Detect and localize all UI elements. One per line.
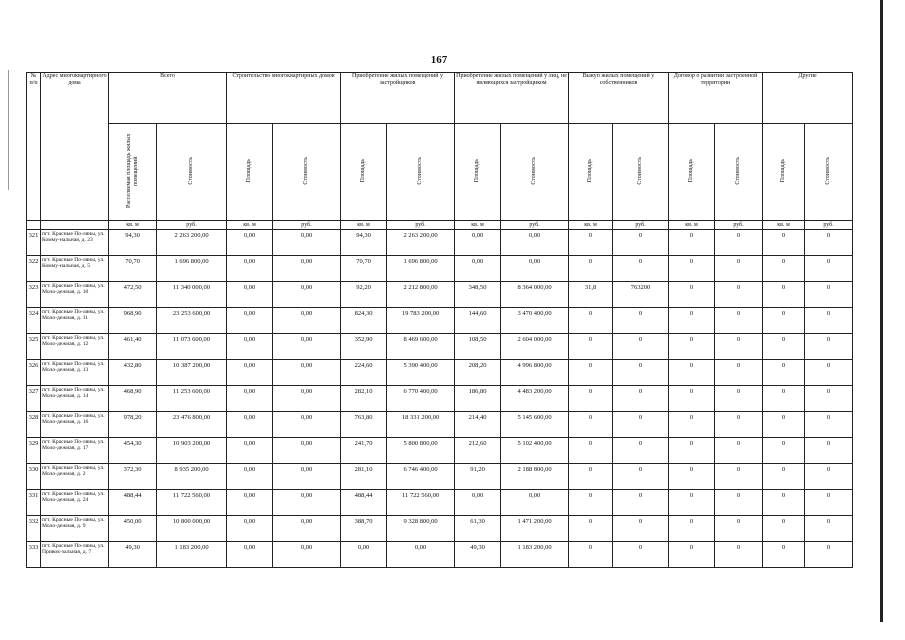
row-value: 8 469 600,00	[387, 334, 455, 360]
row-address: пгт. Красные По-ляны, ул. Моло-дежная, д. 9	[41, 516, 109, 542]
row-value: 978,20	[109, 412, 157, 438]
row-value: 0	[715, 308, 763, 334]
row-value: 0	[669, 360, 715, 386]
row-value: 968,90	[109, 308, 157, 334]
row-value: 0	[613, 360, 669, 386]
row-value: 23 253 600,00	[157, 308, 227, 334]
row-value: 0,00	[273, 464, 341, 490]
row-value: 11 722 560,00	[157, 490, 227, 516]
row-value: 6 770 400,00	[387, 386, 455, 412]
row-value: 0	[715, 386, 763, 412]
row-value: 0,00	[341, 542, 387, 568]
row-value: 0	[669, 412, 715, 438]
row-value: 2 263 200,00	[387, 230, 455, 256]
row-address: пгт. Красные По-ляны, ул. Привок-зальная, д. 7	[41, 542, 109, 568]
header-num: № п/п	[27, 73, 41, 221]
row-value: 0	[805, 464, 853, 490]
row-value: 0	[763, 360, 805, 386]
row-value: 0	[613, 412, 669, 438]
row-value: 0,00	[227, 438, 273, 464]
row-value: 49,30	[109, 542, 157, 568]
table-row	[27, 438, 853, 464]
housing-table	[26, 72, 853, 568]
row-value: 0,00	[273, 542, 341, 568]
row-value: 0,00	[501, 256, 569, 282]
table-row	[27, 360, 853, 386]
row-value: 0	[669, 308, 715, 334]
row-value: 0	[715, 256, 763, 282]
row-value: 4 483 200,00	[501, 386, 569, 412]
unit-9: руб.	[613, 221, 669, 230]
header-group-developers: Приобретение жилых помещений у застройщиков	[341, 73, 455, 124]
header-group-territory: Договор о развитии застроенной территории	[669, 73, 763, 124]
subheader-8	[569, 124, 613, 221]
row-value: 0	[805, 282, 853, 308]
unit-blank-addr	[41, 221, 109, 230]
unit-1: руб.	[157, 221, 227, 230]
row-value: 0,00	[227, 490, 273, 516]
row-value: 0	[715, 464, 763, 490]
unit-13: руб.	[805, 221, 853, 230]
row-value: 0	[805, 516, 853, 542]
row-value: 0	[569, 516, 613, 542]
subheader-5	[387, 124, 455, 221]
row-value: 0,00	[455, 230, 501, 256]
row-value: 0,00	[273, 308, 341, 334]
unit-6: кв. м	[455, 221, 501, 230]
subheader-1	[157, 124, 227, 221]
row-value: 0	[669, 490, 715, 516]
row-value: 0,00	[227, 360, 273, 386]
row-value: 0	[669, 256, 715, 282]
row-number: 321	[27, 230, 41, 256]
row-value: 0	[715, 360, 763, 386]
row-value: 5 390 400,00	[387, 360, 455, 386]
subheader-label: Стоимость	[417, 156, 424, 185]
row-value: 11 073 600,00	[157, 334, 227, 360]
row-value: 0	[613, 334, 669, 360]
row-value: 19 783 200,00	[387, 308, 455, 334]
row-value: 5 800 800,00	[387, 438, 455, 464]
row-value: 1 696 800,00	[387, 256, 455, 282]
row-value: 0	[569, 542, 613, 568]
row-number: 322	[27, 256, 41, 282]
unit-2: кв. м	[227, 221, 273, 230]
row-number: 327	[27, 386, 41, 412]
row-value: 0	[669, 438, 715, 464]
row-value: 0,00	[273, 386, 341, 412]
row-value: 0	[763, 230, 805, 256]
row-value: 454,30	[109, 438, 157, 464]
row-value: 0	[763, 412, 805, 438]
unit-4: кв. м	[341, 221, 387, 230]
subheader-0	[109, 124, 157, 221]
page-number: 167	[430, 54, 448, 66]
subheader-13	[805, 124, 853, 221]
row-value: 488,44	[341, 490, 387, 516]
scan-edge-bar	[880, 0, 883, 622]
row-address: пгт. Красные По-ляны, ул. Комму-нальная, д. 23	[41, 230, 109, 256]
row-value: 0	[763, 490, 805, 516]
row-value: 0	[569, 412, 613, 438]
row-value: 0,00	[455, 256, 501, 282]
header-group-other: Другие	[763, 73, 853, 124]
row-value: 0	[669, 386, 715, 412]
row-value: 0,00	[455, 490, 501, 516]
row-value: 0	[669, 516, 715, 542]
subheader-4	[341, 124, 387, 221]
row-value: 0,00	[227, 464, 273, 490]
row-value: 0,00	[227, 334, 273, 360]
row-value: 0,00	[273, 412, 341, 438]
header-group-non-developers: Приобретение жилых помещений у лиц, не являющихся застройщиком	[455, 73, 569, 124]
row-value: 2 263 200,00	[157, 230, 227, 256]
row-value: 0	[613, 256, 669, 282]
table-row	[27, 464, 853, 490]
unit-5: руб.	[387, 221, 455, 230]
row-value: 214,40	[455, 412, 501, 438]
subheader-6	[455, 124, 501, 221]
row-value: 0	[763, 542, 805, 568]
row-value: 0	[763, 464, 805, 490]
row-value: 1 183 200,00	[157, 542, 227, 568]
row-value: 0	[763, 256, 805, 282]
row-value: 2 188 800,00	[501, 464, 569, 490]
subheader-11	[715, 124, 763, 221]
header-group-buyout: Выкуп жилых помещений у собственников	[569, 73, 669, 124]
subheader-9	[613, 124, 669, 221]
row-value: 0,00	[227, 256, 273, 282]
row-value: 0	[669, 334, 715, 360]
row-value: 352,90	[341, 334, 387, 360]
row-value: 186,80	[455, 386, 501, 412]
unit-3: руб.	[273, 221, 341, 230]
row-number: 333	[27, 542, 41, 568]
row-address: пгт. Красные По-ляны, ул. Моло-дежная, д. 11	[41, 308, 109, 334]
table-row	[27, 386, 853, 412]
row-value: 94,30	[109, 230, 157, 256]
row-value: 0,00	[273, 230, 341, 256]
table-row	[27, 334, 853, 360]
row-value: 282,10	[341, 386, 387, 412]
row-value: 5 145 600,00	[501, 412, 569, 438]
row-value: 0	[569, 334, 613, 360]
row-value: 11 722 560,00	[387, 490, 455, 516]
row-value: 0	[805, 256, 853, 282]
unit-7: руб.	[501, 221, 569, 230]
row-value: 0	[613, 464, 669, 490]
row-value: 4 996 800,00	[501, 360, 569, 386]
row-number: 331	[27, 490, 41, 516]
subheader-label: Стоимость	[637, 156, 644, 185]
subheader-label: Площадь	[587, 159, 594, 183]
row-address: пгт. Красные По-ляны, ул. Моло-дежная, д. 10	[41, 282, 109, 308]
row-value: 824,30	[341, 308, 387, 334]
row-value: 9 328 800,00	[387, 516, 455, 542]
table-row	[27, 516, 853, 542]
row-value: 212,60	[455, 438, 501, 464]
row-value: 108,50	[455, 334, 501, 360]
row-value: 0,00	[273, 516, 341, 542]
row-number: 323	[27, 282, 41, 308]
row-value: 461,40	[109, 334, 157, 360]
row-value: 18 331 200,00	[387, 412, 455, 438]
row-value: 10 387 200,00	[157, 360, 227, 386]
row-value: 0	[805, 334, 853, 360]
row-value: 0	[805, 230, 853, 256]
row-value: 0	[805, 490, 853, 516]
row-value: 0,00	[273, 490, 341, 516]
row-value: 0	[613, 438, 669, 464]
unit-0: кв. м	[109, 221, 157, 230]
row-value: 0	[763, 308, 805, 334]
subheader-label: Площадь	[780, 159, 787, 183]
row-value: 10 800 000,00	[157, 516, 227, 542]
row-value: 92,20	[341, 282, 387, 308]
row-value: 1 471 200,00	[501, 516, 569, 542]
table-row	[27, 490, 853, 516]
row-value: 31,8	[569, 282, 613, 308]
row-value: 61,30	[455, 516, 501, 542]
row-value: 0	[805, 542, 853, 568]
row-value: 0	[569, 308, 613, 334]
margin-mark	[8, 70, 9, 190]
row-value: 94,30	[341, 230, 387, 256]
row-value: 0	[763, 386, 805, 412]
subheader-label: Расселяемая площадь жилых помещений	[125, 133, 139, 208]
row-address: пгт. Красные По-ляны, ул. Моло-дежная, д. 17	[41, 438, 109, 464]
row-value: 0	[569, 230, 613, 256]
row-value: 10 903 200,00	[157, 438, 227, 464]
row-value: 0	[715, 282, 763, 308]
row-value: 5 102 400,00	[501, 438, 569, 464]
row-value: 0,00	[273, 360, 341, 386]
row-value: 432,80	[109, 360, 157, 386]
row-value: 3 470 400,00	[501, 308, 569, 334]
row-value: 144,60	[455, 308, 501, 334]
row-value: 450,00	[109, 516, 157, 542]
table-row	[27, 412, 853, 438]
row-value: 0	[805, 360, 853, 386]
row-value: 0	[569, 490, 613, 516]
subheader-label: Стоимость	[188, 156, 195, 185]
subheader-label: Стоимость	[825, 156, 832, 185]
table-row	[27, 230, 853, 256]
row-address: пгт. Красные По-ляны, ул. Моло-дежная, д. 13	[41, 360, 109, 386]
row-value: 0	[805, 308, 853, 334]
row-value: 0	[763, 334, 805, 360]
row-value: 0	[569, 464, 613, 490]
row-value: 0	[805, 438, 853, 464]
row-value: 0	[613, 516, 669, 542]
row-value: 91,20	[455, 464, 501, 490]
row-value: 472,50	[109, 282, 157, 308]
row-value: 224,60	[341, 360, 387, 386]
row-value: 0,00	[227, 230, 273, 256]
row-value: 0,00	[273, 282, 341, 308]
row-value: 0	[569, 386, 613, 412]
row-value: 468,90	[109, 386, 157, 412]
subheader-7	[501, 124, 569, 221]
subheader-label: Площадь	[246, 159, 253, 183]
row-value: 49,30	[455, 542, 501, 568]
row-value: 388,70	[341, 516, 387, 542]
row-value: 0,00	[273, 256, 341, 282]
row-value: 0	[613, 386, 669, 412]
row-value: 70,70	[109, 256, 157, 282]
row-address: пгт. Красные По-ляны, ул. Моло-дежная, д. 14	[41, 386, 109, 412]
row-value: 0	[613, 490, 669, 516]
row-number: 326	[27, 360, 41, 386]
unit-12: кв. м	[763, 221, 805, 230]
row-value: 0	[805, 412, 853, 438]
row-value: 0	[669, 464, 715, 490]
row-address: пгт. Красные По-ляны, ул. Моло-дежная, д. 24	[41, 490, 109, 516]
subheader-label: Площадь	[474, 159, 481, 183]
table-row	[27, 542, 853, 568]
subheader-label: Стоимость	[735, 156, 742, 185]
row-value: 0,00	[227, 412, 273, 438]
unit-10: кв. м	[669, 221, 715, 230]
row-value: 0	[715, 542, 763, 568]
row-address: пгт. Красные По-ляны, ул. Комму-нальная, д. 5	[41, 256, 109, 282]
row-value: 0	[613, 542, 669, 568]
row-address: пгт. Красные По-ляны, ул. Моло-дежная, д. 12	[41, 334, 109, 360]
row-value: 0	[569, 256, 613, 282]
row-value: 0,00	[273, 438, 341, 464]
table-row	[27, 256, 853, 282]
row-value: 0,00	[227, 386, 273, 412]
row-value: 372,30	[109, 464, 157, 490]
row-value: 0	[613, 308, 669, 334]
row-value: 0,00	[273, 334, 341, 360]
row-number: 325	[27, 334, 41, 360]
row-value: 0	[669, 542, 715, 568]
row-number: 330	[27, 464, 41, 490]
row-value: 70,70	[341, 256, 387, 282]
row-value: 0	[715, 516, 763, 542]
subheader-label: Площадь	[688, 159, 695, 183]
row-value: 0	[569, 438, 613, 464]
row-number: 329	[27, 438, 41, 464]
subheader-10	[669, 124, 715, 221]
row-value: 0,00	[227, 542, 273, 568]
row-number: 324	[27, 308, 41, 334]
row-value: 11 253 600,00	[157, 386, 227, 412]
row-value: 0	[715, 438, 763, 464]
row-value: 0,00	[227, 308, 273, 334]
row-value: 0	[613, 230, 669, 256]
unit-8: кв. м	[569, 221, 613, 230]
subheader-label: Стоимость	[531, 156, 538, 185]
row-value: 208,20	[455, 360, 501, 386]
header-group-construction: Строительство многоквартирных домов	[227, 73, 341, 124]
unit-blank-num	[27, 221, 41, 230]
row-value: 0	[763, 282, 805, 308]
row-number: 332	[27, 516, 41, 542]
row-value: 1 696 800,00	[157, 256, 227, 282]
row-address: пгт. Красные По-ляны, ул. Моло-дежная, д. 16	[41, 412, 109, 438]
subheader-12	[763, 124, 805, 221]
row-value: 8 935 200,00	[157, 464, 227, 490]
row-value: 2 212 800,00	[387, 282, 455, 308]
subheader-3	[273, 124, 341, 221]
row-value: 6 746 400,00	[387, 464, 455, 490]
row-value: 763200	[613, 282, 669, 308]
row-address: пгт. Красные По-ляны, ул. Моло-дежная, д. 2	[41, 464, 109, 490]
row-value: 241,70	[341, 438, 387, 464]
row-number: 328	[27, 412, 41, 438]
row-value: 0	[715, 490, 763, 516]
row-value: 0	[805, 386, 853, 412]
row-value: 0	[715, 334, 763, 360]
row-value: 0	[669, 230, 715, 256]
row-value: 1 183 200,00	[501, 542, 569, 568]
row-value: 0,00	[227, 516, 273, 542]
row-value: 23 476 800,00	[157, 412, 227, 438]
subheader-label: Стоимость	[303, 156, 310, 185]
row-value: 0	[715, 412, 763, 438]
row-value: 281,10	[341, 464, 387, 490]
row-value: 0,00	[501, 490, 569, 516]
unit-11: руб.	[715, 221, 763, 230]
row-value: 0,00	[387, 542, 455, 568]
row-value: 0,00	[501, 230, 569, 256]
row-value: 0	[763, 516, 805, 542]
row-value: 488,44	[109, 490, 157, 516]
header-group-total: Всего	[109, 73, 227, 124]
row-value: 0	[569, 360, 613, 386]
row-value: 0	[715, 230, 763, 256]
row-value: 763,80	[341, 412, 387, 438]
row-value: 0	[763, 438, 805, 464]
row-value: 2 604 000,00	[501, 334, 569, 360]
table-row	[27, 308, 853, 334]
row-value: 8 364 000,00	[501, 282, 569, 308]
row-value: 11 340 000,00	[157, 282, 227, 308]
subheader-label: Площадь	[360, 159, 367, 183]
row-value: 348,50	[455, 282, 501, 308]
table-row	[27, 282, 853, 308]
row-value: 0	[669, 282, 715, 308]
row-value: 0,00	[227, 282, 273, 308]
header-address: Адрес многоквартирного дома	[41, 73, 109, 221]
subheader-2	[227, 124, 273, 221]
